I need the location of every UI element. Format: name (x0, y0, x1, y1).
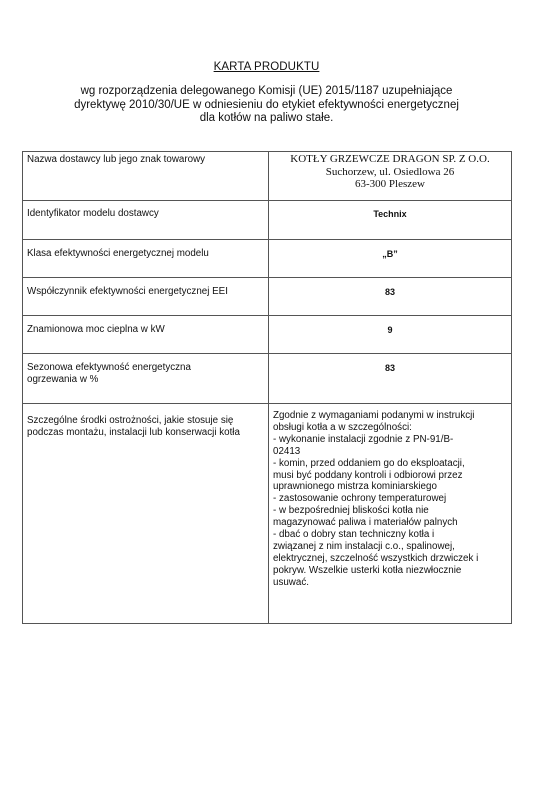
page-title: KARTA PRODUKTU (213, 61, 320, 73)
table-row-supplier (23, 152, 512, 201)
table-row-seasonal-efficiency (23, 354, 512, 404)
precaution-line: związanej z nim instalacji c.o., spalinowej, (273, 540, 455, 552)
row-value-precautions (269, 404, 512, 624)
precaution-line: Zgodnie z wymaganiami podanymi w instrukcji (273, 410, 475, 421)
row-label (23, 354, 269, 404)
row-label: Znamionowa moc cieplna w kW (23, 316, 269, 354)
precaution-line: 02413 (273, 445, 301, 457)
table-row-rated-heat-output (23, 316, 512, 354)
row-label: Współczynnik efektywności energetycznej EEI (23, 278, 269, 316)
intro-line: dla kotłów na paliwo stałe. (199, 112, 334, 124)
row-label: Nazwa dostawcy lub jego znak towarowy (23, 152, 269, 201)
supplier-name: KOTŁY GRZEWCZE DRAGON SP. Z O.O. (290, 153, 490, 165)
row-label (23, 404, 269, 624)
precaution-line: usuwać. (273, 576, 309, 588)
supplier-city: 63-300 Pleszew (355, 178, 425, 190)
precaution-line: musi być poddany kontroli i odbiorowi przez (273, 469, 463, 481)
row-value: 83 (269, 354, 512, 404)
row-label-line: ogrzewania w % (27, 374, 99, 386)
row-value: 9 (269, 316, 512, 354)
intro-text (0, 85, 533, 126)
table-row-energy-class (23, 240, 512, 278)
intro-line: dyrektywę 2010/30/UE w odniesieniu do etykiet efektywności energetycznej (74, 98, 459, 111)
intro-line: wg rozporządzenia delegowanego Komisji (UE) 2015/1187 uzupełniające (80, 85, 453, 97)
row-label: Identyfikator modelu dostawcy (23, 201, 269, 240)
product-card-table (22, 151, 512, 624)
row-label-line: podczas montażu, instalacji lub konserwacji kotła (27, 427, 240, 439)
row-value-supplier (269, 152, 512, 201)
precaution-line: elektrycznej, szczelność wszystkich drzwiczek i (273, 552, 479, 564)
precaution-line: - dbać o dobry stan techniczny kotła i (273, 529, 435, 541)
table-row-model-id (23, 201, 512, 240)
supplier-address: Suchorzew, ul. Osiedlowa 26 (325, 165, 455, 178)
precaution-line: magazynować paliwa i materiałów palnych (273, 517, 458, 529)
row-value: Technix (269, 201, 512, 240)
precaution-line: uprawnionego mistrza kominiarskiego (273, 481, 437, 493)
precaution-line: pokryw. Wszelkie usterki kotła niezwłocznie (273, 564, 462, 576)
precaution-line: - komin, przed oddaniem go do eksploatacji, (273, 457, 465, 469)
precaution-line: - zastosowanie ochrony temperaturowej (273, 493, 447, 505)
row-label-line: Sezonowa efektywność energetyczna (27, 362, 191, 373)
row-label-line: Szczególne środki ostrożności, jakie stosuje się (27, 415, 234, 426)
precaution-line: - w bezpośredniej bliskości kotła nie (273, 505, 429, 517)
table-row-precautions (23, 404, 512, 624)
precaution-line: obsługi kotła a w szczególności: (273, 421, 412, 433)
row-label: Klasa efektywności energetycznej modelu (23, 240, 269, 278)
row-value: 83 (269, 278, 512, 316)
precaution-line: - wykonanie instalacji zgodnie z PN-91/B- (273, 433, 454, 445)
row-value: „B” (269, 240, 512, 278)
table-row-eei (23, 278, 512, 316)
